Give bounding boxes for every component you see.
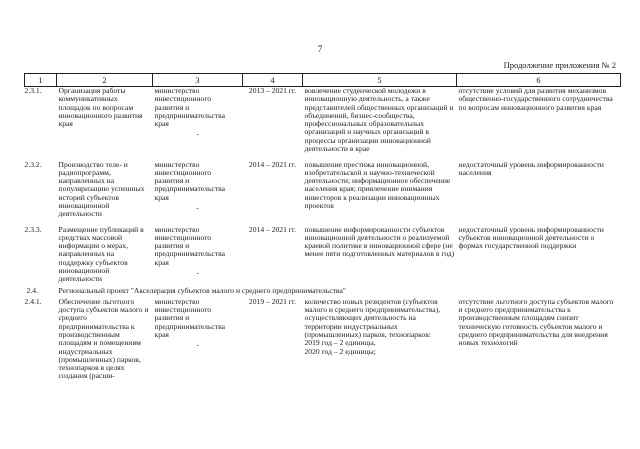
result-cell: повышение информированности субъектов инновационной деятельности о реализуемой краевой политике в инновационной сфере (не менее пяти подготовленных материалов в год): [304, 224, 455, 259]
column-header-row: [25, 74, 621, 87]
row-number: 2.3.1.: [24, 86, 42, 95]
event-cell: Размещение публикаций в средствах массовой информации о мерах, направленных на поддержку субъектов инновационной деятельности: [58, 224, 144, 284]
row-number: 2.4.1.: [24, 296, 42, 306]
event-cell: Организация работы коммуникативных площадок по вопросам инновационного развития края: [58, 86, 143, 129]
column-header-4: 4: [243, 74, 303, 87]
result-text: количество новых резидентов (субъектов малого и среднего предпринимательства), осуществляющих деятельность на территории индустриальных (промышленных) парков, технопарков:: [304, 296, 441, 339]
executor-cell: [153, 87, 243, 161]
column-header-1: 1: [25, 74, 57, 87]
result-cell: [303, 298, 457, 381]
period-cell: 2013 – 2021 гг.: [248, 86, 297, 95]
period-cell: 2019 – 2021 гг.: [248, 296, 297, 306]
table-row: [25, 298, 621, 381]
section-row: [25, 285, 621, 298]
column-header-6: 6: [457, 74, 621, 87]
consequences-cell: недостаточный уровень информированности населения: [458, 159, 604, 177]
executor-text: министерство инвестиционного развития и предпринимательства края: [154, 86, 225, 129]
page-number: 7: [317, 44, 323, 54]
result-cell: повышение престижа инновационной, изобретательской и научно-технической деятельности; информационное обеспечение населения края; привлечение внимания инвесторов к реализации инновационных проектов: [304, 159, 451, 210]
event-cell: Обеспечение льготного доступа субъектов малого и среднего предпринимательства к производственным площадям и помещениям индустриальных (промышленных) парков, технопарков в целях создания (расши-: [58, 296, 149, 381]
executor-cell: [153, 161, 243, 226]
executor-dash: -: [196, 129, 199, 139]
executor-dash: -: [196, 202, 199, 212]
column-header-3: 3: [153, 74, 243, 87]
event-cell: Производство теле- и радиопрограмм, направленных на популяризацию успешных историй субъектов инновационной деятельности: [58, 159, 145, 219]
row-number: 2.3.2.: [24, 159, 42, 169]
section-heading: [25, 285, 621, 298]
consequences-cell: отсутствие условий для развития механизмов общественно-государственного сотрудничества по вопросам инновационного развития края: [458, 86, 613, 112]
column-header-2: 2: [57, 74, 153, 87]
row-number: 2.3.3.: [24, 224, 42, 234]
consequences-cell: отсутствие льготного доступа субъектов малого и среднего предпринимательства к производственным площадям снизит техническую готовность субъектов малого и среднего предпринимательства для внедрения новых технологий: [458, 296, 614, 348]
result-cell: вовлечение студенческой молодежи в инновационную деятельность, а также представителей общественных организаций и объединений, бизнес-сообщества, профессиональных образовательных организаций и научных организаций в процессы организации инновационной деятельности в крае: [304, 86, 454, 154]
column-header-5: 5: [303, 74, 457, 87]
consequences-cell: недостаточный уровень информированности субъектов инновационной деятельности о формах государственной поддержки: [458, 224, 604, 251]
section-title: Региональный проект "Акселерация субъектов малого и среднего предпринимательства": [58, 285, 346, 295]
measures-table: [24, 73, 621, 381]
section-number: 2.4.: [26, 285, 38, 295]
result-line: 2019 год – 2 единицы,: [304, 338, 376, 348]
executor-dash: -: [196, 340, 199, 350]
table-row: [25, 161, 621, 226]
continuation-note: Продолжение приложения № 2: [503, 60, 616, 70]
period-cell: 2014 – 2021 гг.: [248, 224, 297, 234]
executor-dash: -: [196, 267, 199, 277]
table-row: [25, 226, 621, 285]
executor-text: министерство инвестиционного развития и предпринимательства края: [154, 296, 225, 339]
executor-cell: [153, 298, 243, 381]
executor-cell: [153, 226, 243, 285]
result-line: 2020 год – 2 единицы;: [304, 346, 376, 356]
table-row: [25, 87, 621, 161]
period-cell: 2014 – 2021 гг.: [248, 159, 297, 169]
executor-text: министерство инвестиционного развития и предпринимательства края: [154, 159, 225, 202]
executor-text: министерство инвестиционного развития и предпринимательства края: [154, 224, 225, 267]
